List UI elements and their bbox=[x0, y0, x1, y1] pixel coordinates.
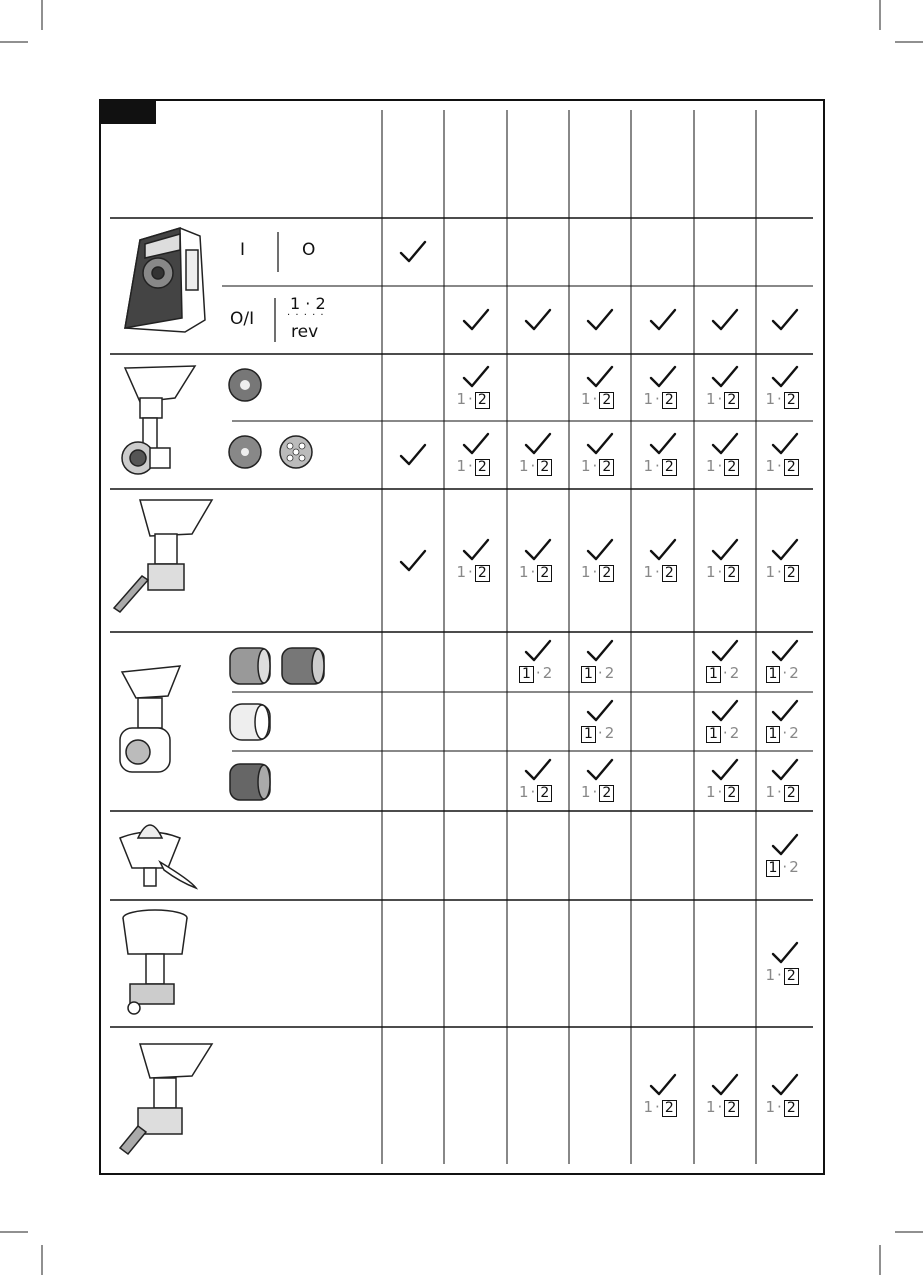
step-sep: · bbox=[777, 562, 782, 581]
step-one: 1 bbox=[581, 457, 591, 475]
check-icon bbox=[770, 431, 800, 457]
check-icon bbox=[461, 431, 491, 457]
step-two: 2 bbox=[662, 459, 677, 476]
cell-mincer-coarse-discs-col4 bbox=[575, 431, 625, 475]
cell-mincer-coarse-discs-col1 bbox=[388, 442, 438, 472]
step-two: 2 bbox=[784, 968, 799, 985]
cell-kebbe-attachment-col5 bbox=[638, 1072, 688, 1116]
check-icon bbox=[770, 638, 800, 664]
step-one: 1 bbox=[456, 457, 467, 475]
check-icon bbox=[770, 940, 800, 966]
step-one: 1 bbox=[519, 666, 534, 683]
step-sep: · bbox=[530, 457, 536, 475]
step-sep: · bbox=[530, 783, 536, 801]
cell-kebbe-attachment-col6 bbox=[700, 1072, 750, 1116]
step-two: 2 bbox=[789, 723, 799, 742]
step-sep: · bbox=[592, 562, 598, 581]
cell-grater-drum-col7 bbox=[760, 757, 810, 801]
cell-grater-drum-col3 bbox=[513, 757, 563, 801]
step-two: 2 bbox=[724, 565, 739, 582]
cell-mincer-coarse-discs-col5 bbox=[638, 431, 688, 475]
check-icon bbox=[398, 239, 428, 265]
check-icon bbox=[523, 431, 553, 457]
mincer-icon bbox=[122, 366, 195, 474]
check-icon bbox=[585, 757, 615, 783]
step-indicator bbox=[644, 563, 677, 582]
step-sep: · bbox=[782, 664, 788, 682]
check-icon bbox=[523, 537, 553, 563]
cell-sausage-attachment-col2 bbox=[451, 537, 501, 581]
step-one: 1 bbox=[765, 783, 776, 801]
step-one: 1 bbox=[766, 860, 781, 877]
check-icon bbox=[585, 698, 615, 724]
step-indicator bbox=[581, 783, 614, 802]
step-two: 2 bbox=[599, 565, 614, 582]
check-icon bbox=[398, 548, 428, 574]
step-indicator bbox=[706, 1098, 739, 1117]
step-sep: · bbox=[777, 783, 782, 801]
step-indicator bbox=[706, 390, 739, 409]
step-sep: · bbox=[592, 457, 598, 475]
speed-rev-label: rev bbox=[291, 322, 319, 342]
step-two: 2 bbox=[789, 857, 799, 876]
cell-mincer-fine-disc-col5 bbox=[638, 364, 688, 408]
check-icon bbox=[770, 307, 800, 333]
step-sep: · bbox=[530, 562, 536, 581]
step-one: 1 bbox=[706, 389, 716, 408]
step-indicator bbox=[457, 390, 490, 409]
section-tab bbox=[100, 100, 156, 124]
step-one: 1 bbox=[519, 562, 529, 581]
step-one: 1 bbox=[766, 666, 781, 683]
check-icon bbox=[710, 537, 740, 563]
step-sep: · bbox=[655, 1097, 660, 1116]
step-sep: · bbox=[777, 457, 782, 475]
step-one: 1 bbox=[581, 666, 596, 683]
cell-sausage-attachment-col6 bbox=[700, 537, 750, 581]
step-two: 2 bbox=[604, 723, 615, 742]
step-sep: · bbox=[655, 562, 660, 581]
step-two: 2 bbox=[724, 392, 739, 409]
step-two: 2 bbox=[724, 1100, 739, 1117]
step-sep: · bbox=[597, 723, 603, 742]
cell-grater-drum-col6 bbox=[700, 757, 750, 801]
speed-onoff-label: O/I bbox=[230, 309, 255, 329]
step-indicator bbox=[766, 858, 799, 877]
check-icon bbox=[710, 307, 740, 333]
cell-sausage-attachment-col4 bbox=[575, 537, 625, 581]
step-two: 2 bbox=[662, 392, 677, 409]
cookie-attachment-icon bbox=[123, 910, 187, 1014]
step-indicator bbox=[706, 783, 739, 802]
step-two: 2 bbox=[475, 565, 490, 582]
cell-kebbe-attachment-col7 bbox=[760, 1072, 810, 1116]
extra-coarse-disc-icon bbox=[280, 436, 312, 468]
step-sep: · bbox=[717, 457, 723, 475]
step-indicator bbox=[766, 1098, 799, 1117]
speed-dots-label: · · · · · bbox=[287, 310, 325, 321]
check-icon bbox=[398, 442, 428, 468]
check-icon bbox=[770, 537, 800, 563]
step-indicator bbox=[766, 457, 799, 476]
step-sep: · bbox=[782, 857, 788, 876]
cell-slicer-drum-col7 bbox=[760, 698, 810, 742]
cell-speed-selector-col6 bbox=[700, 307, 750, 337]
step-two: 2 bbox=[729, 664, 740, 682]
step-sep: · bbox=[722, 664, 728, 682]
switch-on-label: I bbox=[240, 240, 246, 260]
cell-speed-selector-col5 bbox=[638, 307, 688, 337]
step-two: 2 bbox=[599, 392, 614, 409]
step-indicator bbox=[766, 966, 799, 985]
step-sep: · bbox=[655, 389, 660, 408]
step-indicator bbox=[457, 563, 490, 582]
cell-sausage-attachment-col7 bbox=[760, 537, 810, 581]
check-icon bbox=[770, 757, 800, 783]
cell-speed-selector-col7 bbox=[760, 307, 810, 337]
step-two: 2 bbox=[599, 459, 614, 476]
check-icon bbox=[710, 757, 740, 783]
step-indicator bbox=[766, 664, 799, 683]
check-icon bbox=[710, 364, 740, 390]
check-icon bbox=[461, 307, 491, 333]
step-one: 1 bbox=[706, 562, 716, 581]
cell-switch-onoff-col1 bbox=[388, 239, 438, 269]
slicer-drum-icon bbox=[230, 704, 270, 740]
step-one: 1 bbox=[581, 389, 591, 408]
step-sep: · bbox=[468, 562, 473, 581]
step-two: 2 bbox=[599, 785, 614, 802]
coarse-disc-icon bbox=[229, 436, 261, 468]
step-sep: · bbox=[717, 783, 723, 801]
step-two: 2 bbox=[475, 392, 490, 409]
step-one: 1 bbox=[456, 389, 467, 408]
step-indicator bbox=[519, 783, 552, 802]
cell-sausage-attachment-col1 bbox=[388, 548, 438, 578]
step-two: 2 bbox=[724, 785, 739, 802]
step-two: 2 bbox=[789, 664, 799, 682]
step-one: 1 bbox=[643, 1097, 654, 1116]
step-two: 2 bbox=[662, 565, 677, 582]
step-sep: · bbox=[717, 562, 723, 581]
step-sep: · bbox=[535, 664, 541, 682]
step-sep: · bbox=[777, 965, 782, 984]
cell-mincer-coarse-discs-col6 bbox=[700, 431, 750, 475]
speed-levels-label: 1 · 2 bbox=[290, 294, 326, 313]
step-indicator bbox=[706, 457, 739, 476]
cell-cookie-attachment-col7 bbox=[760, 940, 810, 984]
grater-drum-icon bbox=[230, 764, 270, 800]
switch-off-label: O bbox=[302, 240, 316, 260]
step-one: 1 bbox=[643, 457, 654, 475]
step-one: 1 bbox=[765, 562, 776, 581]
check-icon bbox=[648, 364, 678, 390]
step-two: 2 bbox=[729, 723, 740, 742]
step-one: 1 bbox=[519, 783, 529, 801]
sausage-attachment-icon bbox=[114, 500, 212, 612]
cell-citrus-press-col7 bbox=[760, 832, 810, 876]
cell-mincer-coarse-discs-col7 bbox=[760, 431, 810, 475]
cell-mincer-coarse-discs-col2 bbox=[451, 431, 501, 475]
check-icon bbox=[648, 1072, 678, 1098]
step-indicator bbox=[766, 783, 799, 802]
check-icon bbox=[585, 638, 615, 664]
cell-speed-selector-col3 bbox=[513, 307, 563, 337]
cell-slicer-drum-col4 bbox=[575, 698, 625, 742]
check-icon bbox=[710, 1072, 740, 1098]
step-two: 2 bbox=[724, 459, 739, 476]
step-sep: · bbox=[717, 389, 723, 408]
shredder-attachment-icon bbox=[120, 666, 180, 772]
step-one: 1 bbox=[765, 389, 776, 408]
step-indicator bbox=[706, 563, 739, 582]
step-one: 1 bbox=[706, 1097, 716, 1116]
check-icon bbox=[710, 698, 740, 724]
step-sep: · bbox=[592, 389, 598, 408]
step-sep: · bbox=[468, 389, 473, 408]
fine-disc-icon bbox=[229, 369, 261, 401]
step-indicator bbox=[581, 390, 614, 409]
step-indicator bbox=[766, 390, 799, 409]
step-sep: · bbox=[717, 1097, 723, 1116]
step-sep: · bbox=[597, 664, 603, 682]
step-one: 1 bbox=[765, 1097, 776, 1116]
step-indicator bbox=[644, 457, 677, 476]
step-sep: · bbox=[655, 457, 660, 475]
step-indicator bbox=[519, 457, 552, 476]
step-one: 1 bbox=[766, 726, 781, 743]
shredder-drum-fine-icon bbox=[230, 648, 270, 684]
step-one: 1 bbox=[581, 562, 591, 581]
check-icon bbox=[648, 431, 678, 457]
check-icon bbox=[585, 537, 615, 563]
check-icon bbox=[461, 364, 491, 390]
check-icon bbox=[770, 1072, 800, 1098]
check-icon bbox=[585, 307, 615, 333]
step-one: 1 bbox=[456, 562, 467, 581]
step-two: 2 bbox=[604, 664, 615, 682]
step-indicator bbox=[644, 1098, 677, 1117]
cell-slicer-drum-col6 bbox=[700, 698, 750, 742]
step-one: 1 bbox=[706, 457, 716, 475]
step-two: 2 bbox=[537, 565, 552, 582]
step-one: 1 bbox=[706, 783, 716, 801]
step-sep: · bbox=[782, 723, 788, 742]
step-indicator bbox=[457, 457, 490, 476]
step-two: 2 bbox=[784, 1100, 799, 1117]
step-indicator bbox=[581, 457, 614, 476]
cell-mincer-fine-disc-col4 bbox=[575, 364, 625, 408]
cell-speed-selector-col4 bbox=[575, 307, 625, 337]
step-indicator bbox=[581, 563, 614, 582]
step-one: 1 bbox=[706, 726, 721, 743]
check-icon bbox=[585, 431, 615, 457]
cell-shredder-drums-col7 bbox=[760, 638, 810, 682]
step-sep: · bbox=[722, 723, 728, 742]
check-icon bbox=[648, 537, 678, 563]
step-two: 2 bbox=[537, 785, 552, 802]
step-two: 2 bbox=[784, 785, 799, 802]
step-one: 1 bbox=[581, 783, 591, 801]
step-indicator bbox=[706, 724, 739, 743]
step-two: 2 bbox=[475, 459, 490, 476]
check-icon bbox=[648, 307, 678, 333]
cell-mincer-fine-disc-col2 bbox=[451, 364, 501, 408]
step-one: 1 bbox=[643, 562, 654, 581]
step-two: 2 bbox=[542, 664, 553, 682]
check-icon bbox=[523, 757, 553, 783]
step-two: 2 bbox=[784, 459, 799, 476]
step-two: 2 bbox=[537, 459, 552, 476]
step-two: 2 bbox=[662, 1100, 677, 1117]
cell-shredder-drums-col6 bbox=[700, 638, 750, 682]
step-one: 1 bbox=[581, 726, 596, 743]
step-one: 1 bbox=[706, 666, 721, 683]
check-icon bbox=[523, 307, 553, 333]
check-icon bbox=[585, 364, 615, 390]
step-indicator bbox=[581, 724, 614, 743]
step-one: 1 bbox=[519, 457, 529, 475]
check-icon bbox=[710, 431, 740, 457]
step-indicator bbox=[706, 664, 739, 683]
cell-grater-drum-col4 bbox=[575, 757, 625, 801]
check-icon bbox=[461, 537, 491, 563]
cell-sausage-attachment-col5 bbox=[638, 537, 688, 581]
step-two: 2 bbox=[784, 565, 799, 582]
shredder-drum-coarse-icon bbox=[282, 648, 324, 684]
check-icon bbox=[770, 698, 800, 724]
step-sep: · bbox=[777, 1097, 782, 1116]
check-icon bbox=[523, 638, 553, 664]
step-indicator bbox=[581, 664, 614, 683]
step-indicator bbox=[519, 563, 552, 582]
citrus-press-icon bbox=[120, 825, 196, 888]
check-icon bbox=[710, 638, 740, 664]
cell-mincer-fine-disc-col7 bbox=[760, 364, 810, 408]
step-one: 1 bbox=[765, 965, 776, 984]
cell-shredder-drums-col4 bbox=[575, 638, 625, 682]
appliance-base-icon bbox=[125, 228, 205, 332]
step-sep: · bbox=[592, 783, 598, 801]
check-icon bbox=[770, 832, 800, 858]
step-one: 1 bbox=[643, 389, 654, 408]
step-indicator bbox=[644, 390, 677, 409]
cell-sausage-attachment-col3 bbox=[513, 537, 563, 581]
step-indicator bbox=[766, 724, 799, 743]
cell-mincer-fine-disc-col6 bbox=[700, 364, 750, 408]
step-indicator bbox=[766, 563, 799, 582]
kebbe-attachment-icon bbox=[120, 1044, 212, 1154]
cell-shredder-drums-col3 bbox=[513, 638, 563, 682]
cell-mincer-coarse-discs-col3 bbox=[513, 431, 563, 475]
step-sep: · bbox=[777, 389, 782, 408]
step-sep: · bbox=[468, 457, 473, 475]
check-icon bbox=[770, 364, 800, 390]
cell-speed-selector-col2 bbox=[451, 307, 501, 337]
step-one: 1 bbox=[765, 457, 776, 475]
step-indicator bbox=[519, 664, 552, 683]
step-two: 2 bbox=[784, 392, 799, 409]
